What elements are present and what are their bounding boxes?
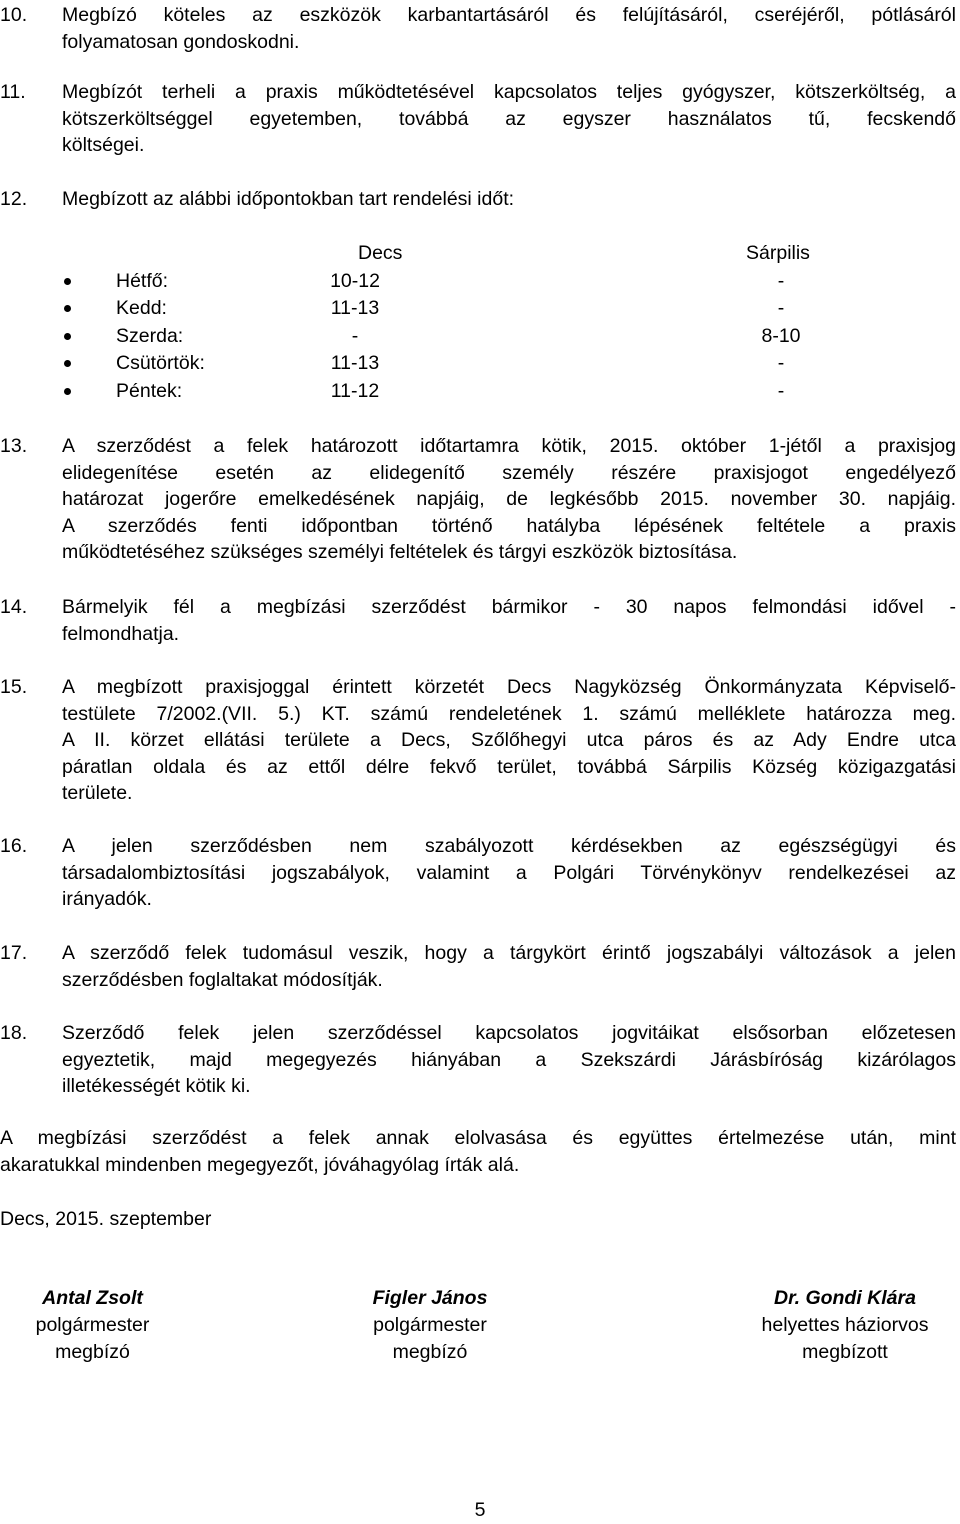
place-date: Decs, 2015. szeptember [0,1208,212,1230]
clause-number: 18. [0,1022,28,1044]
clause-line: szerződésben foglaltakat módosítják. [62,968,383,991]
sarpilis-hours: - [777,297,785,319]
clause-13 [0,433,956,566]
signatory-role: megbízó [392,1341,468,1363]
signature-block-1 [0,1285,185,1366]
clause-line: A jelen szerződésben nem szabályozott kérdésekben az egészségügyi és [62,835,956,857]
schedule-row [0,268,960,296]
bullet-icon [64,305,71,312]
signatory-title: helyettes háziorvos [761,1314,929,1336]
decs-hours: 10-12 [330,269,380,292]
clause-line: határozat jogerőre emelkedésének napjáig, de legkésőbb 2015. november 30. napjáig. [62,488,956,510]
clause-17 [0,940,956,993]
clause-line: A szerződő felek tudomásul veszik, hogy a tárgykört érintő jogszabályi változások a jelen [62,942,956,964]
clause-line: működtetéséhez szükséges személyi feltételek és tárgyi eszközök biztosítása. [62,541,738,563]
clause-line: illetékességét kötik ki. [62,1075,251,1097]
clause-16 [0,833,956,913]
clause-18 [0,1020,956,1100]
day-label: Csütörtök: [116,352,205,374]
clause-number: 16. [0,835,28,857]
clause-line: A II. körzet ellátási területe a Decs, Szőlőhegyi utca páros és az Ady Endre utca [62,729,956,751]
clause-line: irányadók. [62,888,152,910]
clause-14 [0,594,956,647]
closing-paragraph [0,1125,956,1178]
sarpilis-hours: - [777,379,785,402]
page-number: 5 [474,1499,486,1521]
clause-line: A szerződés fenti időpontban történő hatályba lépésének feltétele a praxis [62,514,956,537]
schedule-header [0,240,960,268]
sarpilis-hours: 8-10 [761,324,801,347]
signatory-role: megbízott [802,1341,888,1363]
signature-block-3 [730,1285,960,1366]
clause-line: páratlan oldala és az ettől délre fekvő terület, továbbá Sárpilis Község közigazgatási [62,755,956,778]
clause-number: 17. [0,942,28,964]
decs-hours: 11-13 [330,352,380,374]
signatory-title: polgármester [35,1314,150,1336]
signatory-name: Dr. Gondi Klára [774,1287,916,1309]
signatory-name: Antal Zsolt [42,1287,143,1309]
clause-line: társadalombiztosítási jogszabályok, valamint a Polgári Törvénykönyv rendelkezései az [62,861,956,884]
clause-line: egyeztetik, majd megegyezés hiányában a Szekszárdi Járásbíróság kizárólagos [62,1048,956,1071]
closing-line: A megbízási szerződést a felek annak elolvasása és együttes értelmezése után, mint [0,1127,956,1149]
decs-hours: - [351,324,359,347]
clause-10 [0,2,956,55]
day-label: Szerda: [116,324,184,347]
clause-11 [0,79,956,159]
clause-line: Szerződő felek jelen szerződéssel kapcsolatos jogvitáikat elsősorban előzetesen [62,1022,956,1044]
clause-line: testülete 7/2002.(VII. 5.) KT. számú rendeletének 1. számú melléklete határozza meg. [62,702,956,725]
clause-12 [0,186,956,213]
schedule-row [0,350,960,378]
decs-hours: 11-13 [330,297,380,319]
clause-line: Megbízót terheli a praxis működtetésével kapcsolatos teljes gyógyszer, kötszerköltség, a [62,81,956,103]
day-label: Péntek: [116,379,183,402]
sarpilis-hours: - [777,269,785,292]
day-label: Hétfő: [116,269,169,292]
signatory-title: polgármester [373,1314,487,1336]
clause-line: területe. [62,782,133,804]
clause-number: 15. [0,676,28,698]
clause-line: Megbízott az alábbi időpontokban tart rendelési időt: [62,188,515,210]
schedule-row [0,295,960,323]
schedule-row [0,323,960,351]
clause-number: 13. [0,435,28,457]
office-hours-schedule [0,240,960,405]
signatory-name: Figler János [372,1287,488,1309]
clause-number: 10. [0,4,28,26]
sarpilis-hours: - [777,352,785,374]
clause-number: 12. [0,188,28,210]
decs-hours: 11-12 [330,379,380,402]
bullet-icon [64,278,71,285]
clause-line: elidegenítése esetén az elidegenítő személy részére praxisjogot engedélyező [62,461,956,484]
clause-line: Bármelyik fél a megbízási szerződést bármikor - 30 napos felmondási idővel - [62,596,956,618]
bullet-icon [64,388,71,395]
clause-line: költségei. [62,134,145,156]
signatory-role: megbízó [55,1341,130,1363]
clause-line: A szerződést a felek határozott időtartamra kötik, 2015. október 1-jétől a praxisjog [62,435,956,457]
column-sarpilis: Sárpilis [746,242,810,264]
column-decs: Decs [358,242,403,264]
day-label: Kedd: [116,297,167,319]
clause-line: folyamatosan gondoskodni. [62,30,300,53]
clause-line: Megbízó köteles az eszközök karbantartásáról és felújításáról, cseréjéről, pótlásáról [62,4,956,26]
clause-line: kötszerköltséggel egyetemben, továbbá az egyszer használatos tű, fecskendő [62,107,956,130]
closing-line: akaratukkal mindenben megegyezőt, jóváhagyólag írták alá. [0,1153,520,1176]
clause-number: 11. [0,81,26,103]
clause-line: A megbízott praxisjoggal érintett körzetét Decs Nagyközség Önkormányzata Képviselő- [62,676,956,698]
clause-15 [0,674,956,807]
bullet-icon [64,360,71,367]
clause-line: felmondhatja. [62,622,180,645]
bullet-icon [64,333,71,340]
schedule-row [0,378,960,406]
clause-number: 14. [0,596,28,618]
signature-block-2 [340,1285,520,1366]
